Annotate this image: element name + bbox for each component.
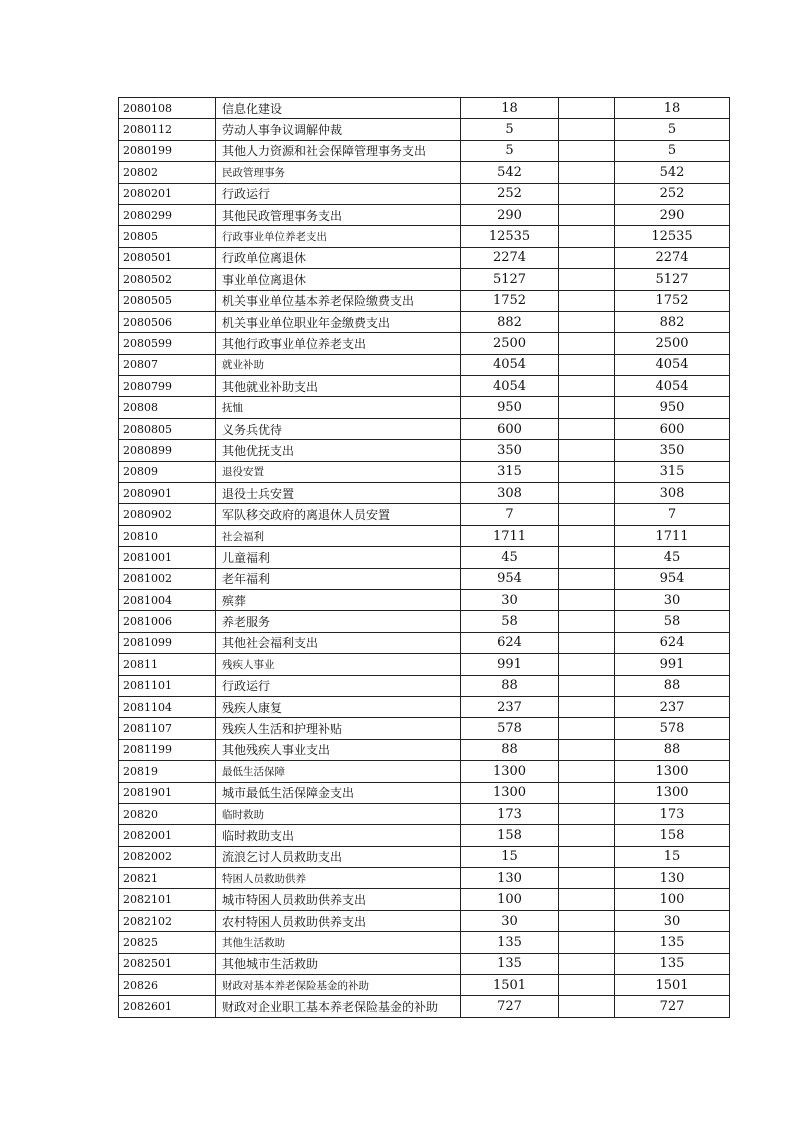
- name-cell: 其他人力资源和社会保障管理事务支出: [216, 140, 461, 161]
- value1-cell: 1711: [461, 525, 559, 546]
- value2-cell: 578: [615, 718, 730, 739]
- value1-cell: 173: [461, 803, 559, 824]
- table-row: [119, 119, 730, 140]
- empty-cell: [559, 718, 615, 739]
- value2-cell: 237: [615, 696, 730, 717]
- name-cell: 特困人员救助供养: [216, 868, 461, 889]
- empty-cell: [559, 611, 615, 632]
- code-cell: 2080506: [119, 311, 216, 332]
- code-cell: 2081199: [119, 739, 216, 760]
- code-cell: 20820: [119, 803, 216, 824]
- value1-cell: 624: [461, 632, 559, 653]
- value1-cell: 30: [461, 910, 559, 931]
- name-cell: 行政运行: [216, 675, 461, 696]
- value2-cell: 45: [615, 547, 730, 568]
- value2-cell: 350: [615, 440, 730, 461]
- value2-cell: 1300: [615, 782, 730, 803]
- table-row: [119, 611, 730, 632]
- value2-cell: 135: [615, 953, 730, 974]
- table-row: [119, 354, 730, 375]
- code-cell: 20811: [119, 654, 216, 675]
- code-cell: 2080901: [119, 483, 216, 504]
- empty-cell: [559, 739, 615, 760]
- value2-cell: 991: [615, 654, 730, 675]
- value1-cell: 130: [461, 868, 559, 889]
- name-cell: 其他民政管理事务支出: [216, 204, 461, 225]
- empty-cell: [559, 183, 615, 204]
- empty-cell: [559, 162, 615, 183]
- empty-cell: [559, 675, 615, 696]
- name-cell: 其他社会福利支出: [216, 632, 461, 653]
- value2-cell: 15: [615, 846, 730, 867]
- table-row: [119, 226, 730, 247]
- name-cell: 民政管理事务: [216, 162, 461, 183]
- table-row: [119, 932, 730, 953]
- empty-cell: [559, 333, 615, 354]
- name-cell: 其他优抚支出: [216, 440, 461, 461]
- empty-cell: [559, 889, 615, 910]
- table-row: [119, 568, 730, 589]
- code-cell: 20809: [119, 461, 216, 482]
- name-cell: 就业补助: [216, 354, 461, 375]
- empty-cell: [559, 932, 615, 953]
- empty-cell: [559, 547, 615, 568]
- name-cell: 儿童福利: [216, 547, 461, 568]
- value2-cell: 950: [615, 397, 730, 418]
- table-row: [119, 761, 730, 782]
- value1-cell: 600: [461, 418, 559, 439]
- table-row: [119, 290, 730, 311]
- value2-cell: 5127: [615, 269, 730, 290]
- value1-cell: 1300: [461, 761, 559, 782]
- value1-cell: 135: [461, 932, 559, 953]
- empty-cell: [559, 996, 615, 1017]
- empty-cell: [559, 761, 615, 782]
- code-cell: 2080805: [119, 418, 216, 439]
- value1-cell: 88: [461, 675, 559, 696]
- name-cell: 流浪乞讨人员救助支出: [216, 846, 461, 867]
- empty-cell: [559, 226, 615, 247]
- value1-cell: 727: [461, 996, 559, 1017]
- code-cell: 20821: [119, 868, 216, 889]
- table-row: [119, 98, 730, 119]
- empty-cell: [559, 632, 615, 653]
- code-cell: 20805: [119, 226, 216, 247]
- name-cell: 殡葬: [216, 589, 461, 610]
- value2-cell: 2500: [615, 333, 730, 354]
- empty-cell: [559, 140, 615, 161]
- value2-cell: 5: [615, 119, 730, 140]
- table-row: [119, 461, 730, 482]
- name-cell: 其他城市生活救助: [216, 953, 461, 974]
- value1-cell: 2500: [461, 333, 559, 354]
- value1-cell: 542: [461, 162, 559, 183]
- code-cell: 20826: [119, 975, 216, 996]
- code-cell: 2082102: [119, 910, 216, 931]
- value1-cell: 315: [461, 461, 559, 482]
- table-row: [119, 504, 730, 525]
- code-cell: 20825: [119, 932, 216, 953]
- value2-cell: 30: [615, 910, 730, 931]
- table-row: [119, 397, 730, 418]
- name-cell: 义务兵优待: [216, 418, 461, 439]
- value2-cell: 18: [615, 98, 730, 119]
- value1-cell: 15: [461, 846, 559, 867]
- name-cell: 残疾人事业: [216, 654, 461, 675]
- empty-cell: [559, 247, 615, 268]
- name-cell: 退役士兵安置: [216, 483, 461, 504]
- name-cell: 临时救助支出: [216, 825, 461, 846]
- name-cell: 养老服务: [216, 611, 461, 632]
- empty-cell: [559, 269, 615, 290]
- empty-cell: [559, 440, 615, 461]
- code-cell: 2080201: [119, 183, 216, 204]
- value2-cell: 4054: [615, 354, 730, 375]
- value1-cell: 1752: [461, 290, 559, 311]
- value1-cell: 4054: [461, 354, 559, 375]
- empty-cell: [559, 504, 615, 525]
- name-cell: 其他行政事业单位养老支出: [216, 333, 461, 354]
- table-row: [119, 333, 730, 354]
- value2-cell: 290: [615, 204, 730, 225]
- name-cell: 军队移交政府的离退休人员安置: [216, 504, 461, 525]
- name-cell: 其他残疾人事业支出: [216, 739, 461, 760]
- table-row: [119, 525, 730, 546]
- value2-cell: 88: [615, 739, 730, 760]
- empty-cell: [559, 311, 615, 332]
- code-cell: 2082101: [119, 889, 216, 910]
- empty-cell: [559, 782, 615, 803]
- value1-cell: 578: [461, 718, 559, 739]
- value1-cell: 290: [461, 204, 559, 225]
- table-row: [119, 996, 730, 1017]
- value1-cell: 954: [461, 568, 559, 589]
- name-cell: 老年福利: [216, 568, 461, 589]
- value1-cell: 2274: [461, 247, 559, 268]
- empty-cell: [559, 825, 615, 846]
- code-cell: 2081901: [119, 782, 216, 803]
- empty-cell: [559, 204, 615, 225]
- empty-cell: [559, 846, 615, 867]
- value1-cell: 252: [461, 183, 559, 204]
- value2-cell: 727: [615, 996, 730, 1017]
- value1-cell: 950: [461, 397, 559, 418]
- value1-cell: 1300: [461, 782, 559, 803]
- empty-cell: [559, 290, 615, 311]
- name-cell: 机关事业单位职业年金缴费支出: [216, 311, 461, 332]
- code-cell: 2081001: [119, 547, 216, 568]
- table-row: [119, 953, 730, 974]
- empty-cell: [559, 525, 615, 546]
- name-cell: 城市最低生活保障金支出: [216, 782, 461, 803]
- value1-cell: 308: [461, 483, 559, 504]
- code-cell: 2080108: [119, 98, 216, 119]
- value2-cell: 100: [615, 889, 730, 910]
- table-row: [119, 376, 730, 397]
- code-cell: 2082501: [119, 953, 216, 974]
- table-row: [119, 547, 730, 568]
- empty-cell: [559, 461, 615, 482]
- value2-cell: 1711: [615, 525, 730, 546]
- value1-cell: 5127: [461, 269, 559, 290]
- name-cell: 行政运行: [216, 183, 461, 204]
- code-cell: 2082002: [119, 846, 216, 867]
- budget-table: [118, 97, 730, 1018]
- table-row: [119, 269, 730, 290]
- code-cell: 2082601: [119, 996, 216, 1017]
- value2-cell: 1752: [615, 290, 730, 311]
- empty-cell: [559, 868, 615, 889]
- table-row: [119, 675, 730, 696]
- code-cell: 2081006: [119, 611, 216, 632]
- code-cell: 20807: [119, 354, 216, 375]
- code-cell: 2081004: [119, 589, 216, 610]
- empty-cell: [559, 418, 615, 439]
- code-cell: 20802: [119, 162, 216, 183]
- table-row: [119, 718, 730, 739]
- value2-cell: 1501: [615, 975, 730, 996]
- name-cell: 劳动人事争议调解仲裁: [216, 119, 461, 140]
- empty-cell: [559, 483, 615, 504]
- value2-cell: 130: [615, 868, 730, 889]
- value2-cell: 30: [615, 589, 730, 610]
- name-cell: 农村特困人员救助供养支出: [216, 910, 461, 931]
- table-row: [119, 140, 730, 161]
- code-cell: 2081101: [119, 675, 216, 696]
- name-cell: 财政对基本养老保险基金的补助: [216, 975, 461, 996]
- value2-cell: 315: [615, 461, 730, 482]
- empty-cell: [559, 953, 615, 974]
- table-row: [119, 696, 730, 717]
- table-row: [119, 632, 730, 653]
- value1-cell: 88: [461, 739, 559, 760]
- code-cell: 2081002: [119, 568, 216, 589]
- code-cell: 2080505: [119, 290, 216, 311]
- name-cell: 退役安置: [216, 461, 461, 482]
- value1-cell: 4054: [461, 376, 559, 397]
- value2-cell: 882: [615, 311, 730, 332]
- table-row: [119, 803, 730, 824]
- value2-cell: 7: [615, 504, 730, 525]
- value1-cell: 5: [461, 140, 559, 161]
- name-cell: 事业单位离退休: [216, 269, 461, 290]
- code-cell: 2081099: [119, 632, 216, 653]
- empty-cell: [559, 696, 615, 717]
- name-cell: 城市特困人员救助供养支出: [216, 889, 461, 910]
- table-row: [119, 825, 730, 846]
- code-cell: 20808: [119, 397, 216, 418]
- table-row: [119, 183, 730, 204]
- value1-cell: 237: [461, 696, 559, 717]
- value1-cell: 1501: [461, 975, 559, 996]
- value1-cell: 135: [461, 953, 559, 974]
- name-cell: 残疾人生活和护理补贴: [216, 718, 461, 739]
- empty-cell: [559, 568, 615, 589]
- value2-cell: 308: [615, 483, 730, 504]
- value2-cell: 12535: [615, 226, 730, 247]
- table-row: [119, 418, 730, 439]
- value1-cell: 18: [461, 98, 559, 119]
- name-cell: 其他生活救助: [216, 932, 461, 953]
- empty-cell: [559, 354, 615, 375]
- value1-cell: 7: [461, 504, 559, 525]
- table-row: [119, 483, 730, 504]
- code-cell: 2080501: [119, 247, 216, 268]
- value1-cell: 5: [461, 119, 559, 140]
- value2-cell: 173: [615, 803, 730, 824]
- value2-cell: 252: [615, 183, 730, 204]
- name-cell: 机关事业单位基本养老保险缴费支出: [216, 290, 461, 311]
- value2-cell: 58: [615, 611, 730, 632]
- table-row: [119, 846, 730, 867]
- value2-cell: 624: [615, 632, 730, 653]
- value2-cell: 600: [615, 418, 730, 439]
- name-cell: 其他就业补助支出: [216, 376, 461, 397]
- empty-cell: [559, 654, 615, 675]
- value1-cell: 991: [461, 654, 559, 675]
- value2-cell: 4054: [615, 376, 730, 397]
- empty-cell: [559, 589, 615, 610]
- name-cell: 残疾人康复: [216, 696, 461, 717]
- value2-cell: 542: [615, 162, 730, 183]
- name-cell: 最低生活保障: [216, 761, 461, 782]
- empty-cell: [559, 803, 615, 824]
- empty-cell: [559, 910, 615, 931]
- code-cell: 2081107: [119, 718, 216, 739]
- table-row: [119, 247, 730, 268]
- empty-cell: [559, 98, 615, 119]
- budget-table-body: [119, 98, 730, 1018]
- value1-cell: 882: [461, 311, 559, 332]
- empty-cell: [559, 376, 615, 397]
- value2-cell: 88: [615, 675, 730, 696]
- code-cell: 2081104: [119, 696, 216, 717]
- table-row: [119, 868, 730, 889]
- code-cell: 2080902: [119, 504, 216, 525]
- name-cell: 行政单位离退休: [216, 247, 461, 268]
- value2-cell: 954: [615, 568, 730, 589]
- name-cell: 行政事业单位养老支出: [216, 226, 461, 247]
- value2-cell: 2274: [615, 247, 730, 268]
- table-row: [119, 782, 730, 803]
- value2-cell: 158: [615, 825, 730, 846]
- table-row: [119, 910, 730, 931]
- table-row: [119, 654, 730, 675]
- table-row: [119, 975, 730, 996]
- value1-cell: 350: [461, 440, 559, 461]
- empty-cell: [559, 397, 615, 418]
- table-row: [119, 889, 730, 910]
- value1-cell: 100: [461, 889, 559, 910]
- code-cell: 2080599: [119, 333, 216, 354]
- table-row: [119, 440, 730, 461]
- name-cell: 临时救助: [216, 803, 461, 824]
- code-cell: 20810: [119, 525, 216, 546]
- code-cell: 2080112: [119, 119, 216, 140]
- table-row: [119, 739, 730, 760]
- code-cell: 2080899: [119, 440, 216, 461]
- code-cell: 2080199: [119, 140, 216, 161]
- value1-cell: 45: [461, 547, 559, 568]
- value2-cell: 5: [615, 140, 730, 161]
- table-row: [119, 204, 730, 225]
- table-row: [119, 162, 730, 183]
- name-cell: 社会福利: [216, 525, 461, 546]
- code-cell: 2080799: [119, 376, 216, 397]
- empty-cell: [559, 119, 615, 140]
- name-cell: 信息化建设: [216, 98, 461, 119]
- code-cell: 2080502: [119, 269, 216, 290]
- value1-cell: 30: [461, 589, 559, 610]
- empty-cell: [559, 975, 615, 996]
- table-row: [119, 311, 730, 332]
- value1-cell: 58: [461, 611, 559, 632]
- table-row: [119, 589, 730, 610]
- code-cell: 2082001: [119, 825, 216, 846]
- name-cell: 抚恤: [216, 397, 461, 418]
- name-cell: 财政对企业职工基本养老保险基金的补助: [216, 996, 461, 1017]
- code-cell: 20819: [119, 761, 216, 782]
- code-cell: 2080299: [119, 204, 216, 225]
- value1-cell: 12535: [461, 226, 559, 247]
- value2-cell: 1300: [615, 761, 730, 782]
- value2-cell: 135: [615, 932, 730, 953]
- value1-cell: 158: [461, 825, 559, 846]
